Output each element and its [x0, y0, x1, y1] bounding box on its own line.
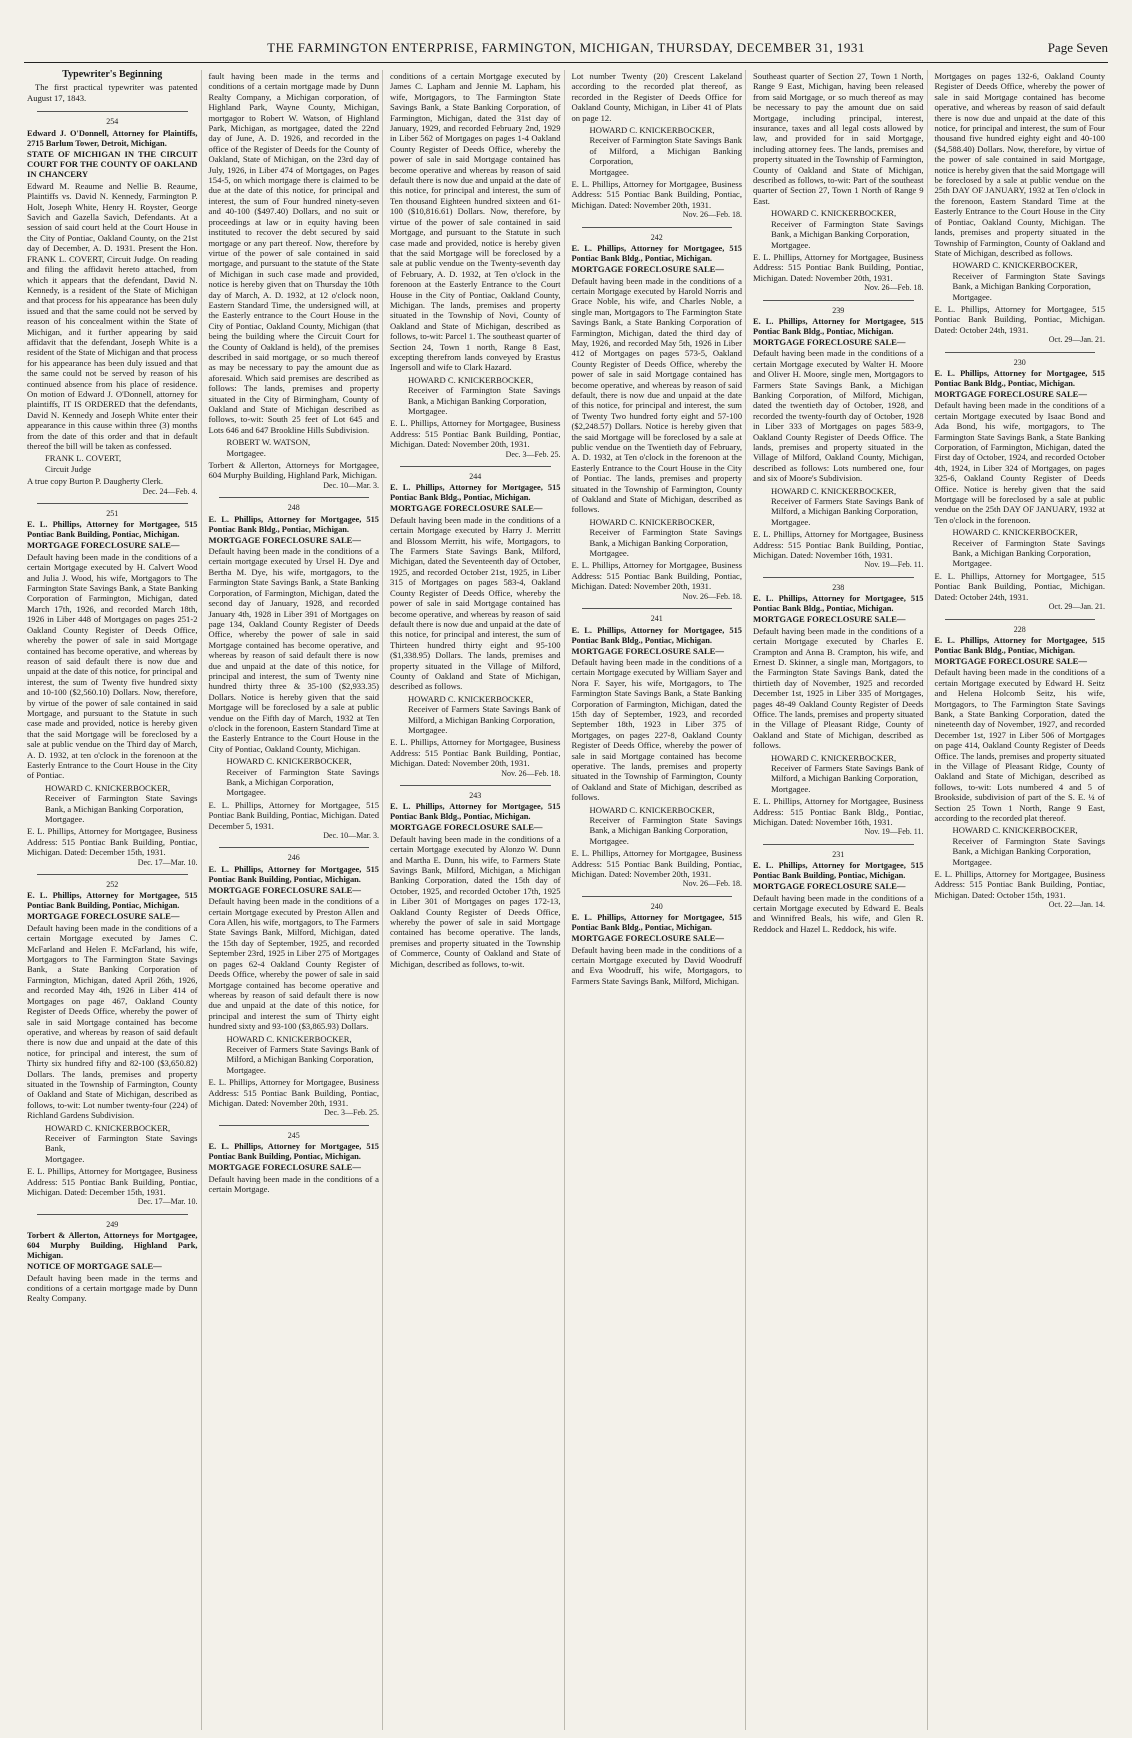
notice-body: Default having been made in the conditions of a certain Mortgage executed by Charles E. Crampton and Anna B. Crampton, his wife, and Ernest D. Skinner, a single man, Mortgagors, to the Farmington State Savings Bank, dated the thirtieth day of November, 1925 and recorded December 1st, 1925 in Liber 335 of Mortgages, pages 48-49 Oakland County Register of Deeds Office. The lands, premises and property situated in the Village of Pleasant Ridge, County of Oakland and State of Michigan, described as follows.: [753, 625, 924, 751]
legal-notice: [572, 233, 743, 602]
publication-dates: Nov. 19—Feb. 11.: [864, 827, 924, 837]
notice-signature: [27, 783, 198, 825]
notice-signature: [390, 375, 561, 417]
notice-body: Default having been made in the terms and conditions of a certain mortgage made by Dunn Realty Company.: [27, 1272, 198, 1304]
notice-signature: [753, 208, 924, 250]
legal-notice: [753, 306, 924, 571]
notice-attorney-header: E. L. Phillips, Attorney for Mortgagee, 515 Pontiac Bank Building, Pontiac, Michigan.: [208, 1142, 379, 1162]
signature-line: HOWARD C. KNICKERBOCKER,: [952, 260, 1078, 271]
signature-line: HOWARD C. KNICKERBOCKER,: [771, 485, 897, 496]
publication-dates: Oct. 29—Jan. 21.: [1048, 335, 1105, 345]
signature-line: HOWARD C. KNICKERBOCKER,: [589, 125, 715, 136]
legal-notice: [753, 71, 924, 294]
notice-divider: [400, 785, 551, 786]
notice-title: MORTGAGE FORECLOSURE SALE—: [753, 614, 906, 625]
publication-dates: Nov. 26—Feb. 18.: [501, 768, 561, 778]
notice-dated: E. L. Phillips, Attorney for Mortgagee, Business Address: 515 Pontiac Bank Building, Pontiac, Michigan. Dated: December 15th, 1931.: [27, 1166, 198, 1197]
notice-divider: [37, 1214, 188, 1215]
signature-line: HOWARD C. KNICKERBOCKER,: [589, 804, 715, 815]
legal-notice: [753, 850, 924, 934]
signature-line: Receiver of Farmers State Savings Bank of Milford, a Michigan Banking Corporation,: [226, 1043, 379, 1065]
notice-number: 252: [106, 880, 119, 890]
signature-line: Mortgagee.: [952, 856, 992, 867]
notice-number: 239: [832, 305, 845, 315]
publication-dates: Dec. 24—Feb. 4.: [142, 486, 198, 496]
publication-dates: Oct. 29—Jan. 21.: [1048, 602, 1105, 612]
notice-signature: [390, 694, 561, 736]
column-2: [206, 70, 384, 1730]
notice-columns: [24, 70, 1108, 1730]
notice-title: MORTGAGE FORECLOSURE SALE—: [27, 540, 180, 551]
signature-line: HOWARD C. KNICKERBOCKER,: [408, 693, 534, 704]
notice-title: MORTGAGE FORECLOSURE SALE—: [571, 264, 724, 275]
signature-line: FRANK L. COVERT,: [45, 453, 122, 464]
notice-title: MORTGAGE FORECLOSURE SALE—: [753, 336, 906, 347]
signature-line: Receiver of Farmington State Savings Bank, a Michigan Banking Corporation,: [45, 793, 198, 814]
legal-notice: [935, 358, 1106, 613]
notice-dated: E. L. Phillips, Attorney for Mortgagee, Business Address: 515 Pontiac Bank Building, Pontiac, Michigan. Dated: November 16th, 1931.: [753, 529, 924, 561]
signature-line: Mortgagee.: [226, 447, 266, 458]
notice-body: Default having been made in the conditions of a certain Mortgage executed by Isaac Bond and Ada Bond, his wife, mortgagors, to The Farmington State Savings Bank, a State Banking Corporation, of Farmington, Michigan, dated the First day of October, 1924, and recorded October 4th, 1924, in Liber 324 of Mortgages, on pages 325-6, Oakland County Register of Deeds Office. Notice is hereby given that the said Mortgage will be foreclosed by a sale at public vendue on the 25th DAY OF JANUARY, 1932 at Ten o'clock in the forenoon.: [934, 400, 1105, 525]
signature-line: Mortgagee.: [589, 166, 629, 177]
notice-divider: [37, 111, 188, 112]
legal-notice: [27, 1220, 198, 1304]
notice-divider: [763, 577, 914, 578]
notice-number: 246: [287, 853, 300, 863]
notice-body: Default having been made in the conditions of a certain Mortgage executed by H. Calvert Wood and Julia J. Wood, his wife, Mortgagors to The Farmington State Savings Bank, a State Banking Corporation of Farmington, Michigan, dated March 17th, 1926, and recorded March 18th, 1926 in Liber 448 of Mortgages on pages 251-2 Oakland County Register of Deeds Office, whereby the power of sale in said Mortgage contained has become operative, and whereas by reason of said default there is now due and unpaid at the date of this notice, for principal and interest, the sum of Twenty five hundred sixty and 10-100 ($2,560.10) Dollars. Now, therefore, by virtue of the power of sale contained in said Mortgage, and pursuant to the Statute in such case made and provided, notice is hereby given that the said Mortgage will be foreclosed by a sale at public vendue on the Third day of March, A. D. 1932, at ten o'clock in the forenoon at the Easterly Entrance to the Court House in the City of Pontiac.: [27, 551, 198, 781]
signature-line: Receiver of Farmington State Savings Bank, a Michigan Banking Corporation,: [771, 218, 924, 240]
notice-signature: [209, 1034, 380, 1076]
notice-dated: E. L. Phillips, Attorney for Mortgagee, 515 Pontiac Bank Building, Pontiac, Michigan. Dated December 5, 1931.: [208, 799, 379, 831]
notice-divider: [763, 844, 914, 845]
notice-divider: [219, 497, 370, 498]
filler-text: The first practical typewriter was patented August 17, 1843.: [27, 82, 198, 103]
notice-title: STATE OF MICHIGAN IN THE CIRCUIT COURT FOR THE COUNTY OF OAKLAND IN CHANCERY: [27, 148, 198, 180]
signature-line: Receiver of Farmington State Savings Bank, a Michigan Banking Corporation,: [952, 270, 1105, 292]
signature-line: Mortgagee.: [589, 835, 629, 846]
notice-number: 242: [650, 232, 663, 242]
notice-body: Default having been made in the conditions of a certain Mortgage executed by Harold Norris and Grace Noble, his wife, and Charles Noble, a single man, Mortgagors to The Farmington State Savings Bank, a State Banking Corporation of Farmington, Michigan, dated the third day of May, 1926, and recorded May 5th, 1926 in Liber 412 of Mortgages on pages 573-5, Oakland County Register of Deeds Office, whereby the power of sale in said Mortgage contained has become operative, and whereas by reason of said default, there is now due and unpaid at the date of this notice, for principal and interest, the sum of Twenty Two hundred forty eight and 57-100 ($2,248.57) Dollars. Notice is hereby given that the said Mortgage will be foreclosed by a sale at public vendue on the Twentieth day of February, A. D. 1932, at Ten o'clock in the forenoon at the Easterly Entrance to the Court House in the City of Pontiac. The lands, premises and property situated in the Township of Farmington, County of Oakland and State of Michigan, described as follows.: [571, 275, 742, 515]
notice-signature: [753, 753, 924, 795]
notice-title: MORTGAGE FORECLOSURE SALE—: [571, 933, 724, 944]
column-5: [750, 70, 928, 1730]
signature-line: Receiver of Farmington State Savings Bank,: [45, 1132, 198, 1154]
newspaper-title: THE FARMINGTON ENTERPRISE, FARMINGTON, MICHIGAN, THURSDAY, DECEMBER 31, 1931: [267, 40, 865, 55]
notice-dated: E. L. Phillips, Attorney for Mortgagee, Business Address: 515 Pontiac Bank Building, Pontiac, Michigan. Dated: December 15th, 1931.: [27, 826, 198, 858]
signature-line: Receiver of Farmington State Savings Bank, a Michigan Banking Corporation,: [952, 835, 1105, 857]
notice-body: Default having been made in the conditions of a certain Mortgage executed by Walter H. Moore and Oliver H. Moore, single men, Mortgagors to Farmers State Savings Bank, a Michigan Banking Corporation, of Milford, Michigan, dated the twentieth day of October, 1928, and recorded the twenty-fourth day of October, 1928 in Liber 333 of Mortgages on pages 583-9, Oakland County Register of Deeds Office. The lands, premises and property situated in the Village of Milford, Oakland County, Michigan, described as follows: Lots numbered one, four and six of Moore's Subdivision.: [753, 348, 924, 484]
notice-dated: E. L. Phillips, Attorney for Mortgagee, Business Address: 515 Pontiac Bank Building, Pontiac, Michigan. Dated: November 20th, 1931.: [571, 848, 742, 880]
notice-signature: [27, 1123, 198, 1165]
notice-signature: [27, 453, 198, 474]
notice-attorney-header: E. L. Phillips, Attorney for Mortgagee, 515 Pontiac Bank Building, Pontiac, Michigan.: [27, 520, 198, 540]
notice-dated: A true copy Burton P. Daugherty Clerk.: [27, 476, 164, 487]
signature-line: Receiver of Farmington State Savings Bank, a Michigan Banking Corporation,: [589, 815, 742, 836]
signature-line: HOWARD C. KNICKERBOCKER,: [45, 1122, 171, 1133]
signature-line: Mortgagee.: [589, 548, 629, 559]
notice-dated: E. L. Phillips, Attorney for Mortgagee, Business Address: 515 Pontiac Bank Building, Pontiac, Michigan. Dated: October 15th, 1931.: [934, 869, 1105, 900]
publication-dates: Nov. 19—Feb. 11.: [864, 560, 924, 570]
signature-line: Receiver of Farmers State Savings Bank of Milford, a Michigan Banking Corporation,: [408, 704, 561, 725]
notice-body: Default having been made in the conditions of a certain Mortgage executed by James C. McFarland and Helen F. McFarland, his wife, Mortgagors to The Farmington State Savings Bank, a State Banking Corporation of Farmington, Michigan, dated April 26th, 1926, and recorded May 4th, 1926 in Liber 414 of Mortgages on page 467, Oakland County Register of Deeds Office, whereby the power of sale in said Mortgage contained has become operative, and whereas by reason of said default there is now due and unpaid at the date of this notice, for principal and interest, the sum of Thirty six hundred fifty and 82-100 ($3,650.82) Dollars. The lands, premises and property situated in the Township of Farmington, County of Oakland and State of Michigan, described as follows, to-wit: Lot number twenty-four (224) of Richland Gardens Subdivision.: [27, 922, 198, 1121]
legal-notice: [935, 625, 1106, 911]
signature-line: Receiver of Farmington State Savings Bank, a Michigan Banking Corporation,: [952, 537, 1105, 559]
signature-line: Mortgagee.: [771, 239, 811, 250]
notice-dated: E. L. Phillips, Attorney for Mortgagee, Business Address: 515 Pontiac Bank Building, Pontiac, Michigan. Dated: November 20th, 1931.: [571, 560, 742, 592]
notice-number: 245: [287, 1130, 300, 1140]
notice-body: Default having been made in the conditions of a certain Mortgage executed by Edward H. Seitz and Helena Holcomb Seitz, his wife, Mortgagors, to The Farmington State Savings Bank, a State Banking Corporation, dated the nineteenth day of November, 1927, and recorded December 1st, 1927 in Liber 506 of Mortgages on page 414, Oakland County Register of Deeds Office. The lands, premises and property situated in the Village of Pleasant Ridge, County of Oakland and State of Michigan, described as follows, to-wit: Lots numbered 4 and 5 of Brookside, subdivision of part of the S. E. ¼ of Section 25 Town 1 North, Range 9 East, according to the recorded plat thereof.: [934, 667, 1105, 823]
publication-dates: Nov. 26—Feb. 18.: [682, 591, 742, 601]
publication-dates: Nov. 26—Feb. 18.: [864, 283, 924, 293]
notice-number: 248: [287, 503, 300, 513]
legal-notice: [390, 791, 561, 969]
notice-attorney-header: E. L. Phillips, Attorney for Mortgagee, 515 Pontiac Bank Building, Pontiac, Michigan.: [753, 861, 924, 881]
notice-body: Default having been made in the conditions of a certain Mortgage executed by Harry J. Merritt and Blossom Merritt, his wife, Mortgagors, to The Farmers State Savings Bank, Milford, Michigan, dated the Seventeenth day of October, 1925, and recorded October 21st, 1925, in Liber 315 of Mortgages on pages 583-4, Oakland County Register of Deeds Office, whereby the power of sale in said Mortgage contained has become operative, and whereas by reason of said default there is now due and unpaid at the date of this notice, for principal and interest, the sum of Thirteen hundred thirty eight and 95-100 ($1,338.95) Dollars. The lands, premises and property situated in the Village of Milford, County of Oakland and State of Michigan, described as follows.: [390, 514, 561, 692]
publication-dates: Nov. 26—Feb. 18.: [682, 879, 742, 889]
legal-notice: [935, 71, 1106, 346]
column-6: [932, 70, 1109, 1730]
signature-line: HOWARD C. KNICKERBOCKER,: [771, 208, 897, 219]
notice-number: 231: [832, 849, 845, 859]
masthead: [24, 36, 1108, 63]
notice-divider: [219, 1125, 370, 1126]
signature-line: HOWARD C. KNICKERBOCKER,: [226, 1033, 352, 1044]
page-number: Page Seven: [1047, 40, 1108, 55]
notice-dated: E. L. Phillips, Attorney for Mortgagee, Business Address: 515 Pontiac Bank Building, Pontiac, Michigan. Dated: November 20th, 1931.: [208, 1077, 379, 1108]
notice-title: MORTGAGE FORECLOSURE SALE—: [934, 388, 1087, 399]
signature-line: Receiver of Farmington State Savings Bank, a Michigan Banking Corporation,: [589, 527, 742, 548]
notice-body: Default having been made in the conditions of a certain Mortgage executed by William Sayer and Nora F. Sayer, his wife, Mortgagors, to The Farmington State Savings Bank, a State Banking Corporation of Farmington, Michigan, dated the 15th day of September, 1923, and recorded September 18th, 1923 in Liber 375 of Mortgages, on pages 227-8, Oakland County Register of Deeds Office, whereby the power of sale in said Mortgage contained has become operative. The lands, premises and property situated in the Township of Farmington, County of Oakland and State of Michigan, described as follows.: [571, 656, 742, 803]
signature-line: HOWARD C. KNICKERBOCKER,: [226, 756, 352, 767]
notice-divider: [945, 619, 1096, 620]
column-1: [24, 70, 202, 1730]
publication-dates: Dec. 10—Mar. 3.: [323, 831, 379, 841]
notice-title: MORTGAGE FORECLOSURE SALE—: [934, 655, 1087, 666]
notice-body: Mortgages on pages 132-6, Oakland County Register of Deeds Office, whereby the power of sale in said Mortgage contained has become operative, and whereas by reason of said default there is now due and unpaid at the date of this notice, for principal and interest, the sum of Four thousand five hundred eighty eight and 40-100 ($4,588.40) Dollars. Now, therefore, by virtue of the power of sale contained in said Mortgage, notice is hereby given that the said Mortgage will be foreclosed by a sale at public vendue on the 25th DAY OF JANUARY, 1932 at Ten o'clock in the forenoon, Eastern Standard Time at the Easterly Entrance to the Court House in the City of Pontiac, Oakland County, Michigan. The lands, premises and property situated in the Township of Farmington, County of Oakland and State of Michigan, described as follows.: [934, 71, 1105, 258]
legal-notice: [572, 614, 743, 890]
notice-dated: Torbert & Allerton, Attorneys for Mortgagee, 604 Murphy Building, Highland Park, Michigan.: [208, 460, 379, 481]
column-4: [569, 70, 747, 1730]
notice-title: MORTGAGE FORECLOSURE SALE—: [390, 503, 543, 514]
notice-body: Default having been made in the conditions of a certain Mortgage.: [208, 1173, 379, 1194]
filler-heading: Typewriter's Beginning: [62, 70, 163, 80]
signature-line: HOWARD C. KNICKERBOCKER,: [589, 516, 715, 527]
notice-number: 228: [1013, 624, 1026, 634]
publication-dates: Oct. 22—Jan. 14.: [1048, 900, 1105, 910]
publication-dates: Dec. 10—Mar. 3.: [323, 480, 379, 490]
signature-line: Mortgagee.: [226, 787, 266, 798]
notice-number: 240: [650, 901, 663, 911]
filler-item: [27, 70, 198, 103]
legal-notice: [27, 117, 198, 497]
notice-title: MORTGAGE FORECLOSURE SALE—: [208, 534, 361, 545]
notice-body: fault having been made in the terms and conditions of a certain mortgage made by Dunn Realty Company, a Michigan corporation, of Highland Park, Wayne County, Michigan, mortgagor to Robert W. Watson, of Highland Park, Michigan, as mortgagee, dated the 22nd day of June, A. D. 1926, and recorded in the office of the Register of Deeds for the County of Oakland, State of Michigan, on the 23rd day of July, 1926, in Liber 474 of Mortgages, on Pages 154-5, on which mortgage there is claimed to be due at the date of this notice, for principal and interest, the sum of Four hundred ninety-seven and 40-100 ($497.40) Dollars, and no suit or proceedings at law or in equity having been instituted to recover the debt secured by said mortgage or any part thereof. Now, therefore by virtue of the power of sale contained in said mortgage, and pursuant to the statute of the State of Michigan in such case made and provided, notice is hereby given that on Thursday the 10th day of March, A. D. 1932, at 12 o'clock noon, Eastern Standard Time, the undersigned will, at the Easterly entrance to the Court House in the City of Pontiac, Oakland County, Michigan (that being the building where the Circuit Court for the County of Oakland is held), of the premises described in said mortgage, or so much thereof as may be necessary to pay the amount due as aforesaid. Which said premises are described as follows: The lands, premises and property situated in the City of Birmingham, County of Oakland and State of Michigan described as follows, to-wit: South 25 feet of Lot 645 and Lots 646 and 647 Brookline Hills Subdivision.: [208, 71, 379, 435]
notice-signature: [753, 486, 924, 528]
notice-attorney-header: E. L. Phillips, Attorney for Mortgagee, 515 Pontiac Bank Bldg., Pontiac, Michigan.: [208, 514, 379, 534]
column-3: [387, 70, 565, 1730]
notice-body: Default having been made in the conditions of a certain Mortgage executed by David Woodruff and Eva Woodruff, his wife, Mortgagors, to Farmers State Savings Bank, Milford, Michigan.: [571, 944, 742, 986]
notice-title: MORTGAGE FORECLOSURE SALE—: [571, 645, 724, 656]
notice-title: MORTGAGE FORECLOSURE SALE—: [208, 884, 361, 895]
notice-body: Lot number Twenty (20) Crescent Lakeland according to the recorded plat thereof, as recorded in the Register of Deeds Office for Oakland County, Michigan, in Liber 41 of Plats on page 12.: [571, 71, 742, 123]
notice-number: 251: [106, 509, 119, 519]
signature-line: Receiver of Farmington State Savings Bank, a Michigan Corporation,: [226, 766, 379, 787]
signature-line: Receiver of Farmers State Savings Bank of Milford, a Michigan Banking Corporation,: [771, 762, 924, 784]
notice-number: 254: [106, 117, 119, 127]
notice-dated: E. L. Phillips, Attorney for Mortgagee, Business Address: 515 Pontiac Bank Building, Pontiac, Michigan. Dated: November 20th, 1931.: [390, 737, 561, 769]
notice-number: 249: [106, 1219, 119, 1229]
notice-body: Default having been made in the conditions of a certain Mortgage executed by Alonzo W. Dunn and Martha E. Dunn, his wife, to Farmers State Savings Bank, Milford, Michigan, a Michigan Banking Corporation, dated the 15th day of October, 1925, and recorded October 17th, 1925 in Liber 301 of Mortgages on pages 172-13, Oakland County Register of Deeds Office, whereby the power of sale in said Mortgage contained has become operative. The lands, premises and property situated in the Township of Commerce, County of Oakland and State of Michigan, described as follows, to-wit.: [390, 833, 561, 969]
notice-body: conditions of a certain Mortgage executed by James C. Lapham and Jennie M. Lapham, his wife, Mortgagors, to The Farmington State Savings Bank, a State Banking Corporation, of Farmington, Michigan, dated the 31st day of January, 1929, and recorded February 2nd, 1929 in Liber 562 of Mortgages on pages 1-4 Oakland County Register of Deeds Office, whereby the power of sale in said Mortgage contained has become operative and whereas by reason of said default there is now due and unpaid at the date of this notice, for principal and interest, the sum of Ten thousand Eighteen hundred sixteen and 61-100 ($10,816.61) Dollars. Now, therefore, by virtue of the power of sale contained in said Mortgage, and pursuant to the Statute in such case made and provided, notice is hereby given that the said Mortgage will be foreclosed by a sale at public vendue on the Twenty-seventh day of February, A. D. 1932, at Ten o'clock in the forenoon at the Easterly Entrance to the Court House in the City of Pontiac, Oakland County, Michigan. The lands, premises and property situated in the Township of Novi, County of Oakland and State of Michigan, described as follows, to-wit: Parcel 1. The southeast quarter of Section 24, Town 1 north, Range 8 East, excepting therefrom lands conveyed by Erastus Ingersoll and wife to Clark Hazard.: [390, 71, 561, 373]
notice-divider: [37, 874, 188, 875]
notice-attorney-header: E. L. Phillips, Attorney for Mortgagee, 515 Pontiac Bank Bldg., Pontiac, Michigan.: [571, 244, 742, 264]
notice-signature: [572, 805, 743, 847]
notice-number: 243: [469, 791, 482, 800]
notice-title: MORTGAGE FORECLOSURE SALE—: [208, 1162, 361, 1173]
notice-divider: [763, 300, 914, 301]
signature-line: Receiver of Farmington State Savings Bank, a Michigan Banking Corporation,: [408, 385, 561, 406]
signature-line: Receiver of Farmers State Savings Bank of Milford, a Michigan Banking Corporation,: [771, 496, 924, 517]
notice-dated: E. L. Phillips, Attorney for Mortgagee, Business Address: 515 Pontiac Bank Building, Pontiac, Michigan. Dated: November 20th, 1931.: [753, 251, 924, 283]
signature-line: Mortgagee.: [952, 291, 992, 302]
notice-signature: [572, 517, 743, 559]
notice-divider: [582, 608, 733, 609]
notice-attorney-header: E. L. Phillips, Attorney for Mortgagee, 515 Pontiac Bank Bldg., Pontiac, Michigan.: [753, 316, 924, 336]
notice-number: 244: [469, 472, 482, 482]
legal-notice: [753, 583, 924, 838]
notice-title: MORTGAGE FORECLOSURE SALE—: [753, 881, 906, 892]
notice-title: NOTICE OF MORTGAGE SALE—: [27, 1261, 162, 1272]
notice-body: Default having been made in the conditions of a certain Mortgage executed by Edward E. Beals and Winnifred Beals, his wife, and Glen R. Reddock and Hazel L. Reddock, his wife.: [753, 892, 924, 934]
signature-line: Mortgagee.: [771, 783, 811, 794]
legal-notice: [27, 880, 198, 1208]
notice-divider: [945, 352, 1096, 353]
publication-dates: Dec. 17—Mar. 10.: [137, 1197, 198, 1207]
signature-line: Mortgagee.: [952, 558, 992, 569]
notice-divider: [219, 847, 370, 848]
notice-divider: [582, 227, 733, 228]
notice-title: MORTGAGE FORECLOSURE SALE—: [27, 911, 180, 922]
notice-signature: [935, 527, 1106, 569]
publication-dates: Dec. 3—Feb. 25.: [324, 1108, 379, 1118]
signature-line: Mortgagee.: [408, 724, 448, 735]
notice-signature: [935, 825, 1106, 867]
notice-body: Edward M. Reaume and Nellie B. Reaume, Plaintiffs vs. David N. Kennedy, Farmington P. Holt, Joseph White, Henry H. Royster, George Savich and Gazella Savich, Defendants. At a session of said court held at the Court House in the City of Pontiac, Oakland County, on the 21st day of December, A. D. 1931. Present the Hon. FRANK L. COVERT, Circuit Judge. On reading and filing the affidavit hereto attached, from which it appears that the defendant, David N. Kennedy, is a resident of the State of Michigan and that process for his appearance has been duly issued and that the same could not be served by reason of his concealment within the State of Michigan, and it further appearing by said affidavit that the defendant, Joseph White is a resident of the State of Michigan and that process for his appearance has been duly issued and that the same could not be served by reason of his continued absence from his place of residence. On motion of Edward J. O'Donnell, attorney for plaintiffs, IT IS ORDERED that the defendants, David N. Kennedy and Joseph White enter their appearance in this cause within three (3) months from the date of this order and that in default thereof the bill will be taken as confessed.: [27, 180, 198, 451]
signature-line: Circuit Judge: [45, 463, 92, 474]
notice-attorney-header: Edward J. O'Donnell, Attorney for Plaintiffs, 2715 Barlum Tower, Detroit, Michigan.: [27, 128, 198, 148]
signature-line: HOWARD C. KNICKERBOCKER,: [408, 374, 534, 385]
signature-line: ROBERT W. WATSON,: [226, 437, 311, 448]
notice-signature: [209, 437, 380, 458]
notice-attorney-header: Torbert & Allerton, Attorneys for Mortgagee, 604 Murphy Building, Highland Park, Michigan.: [27, 1231, 198, 1261]
notice-attorney-header: E. L. Phillips, Attorney for Mortgagee, 515 Pontiac Bank Bldg., Pontiac, Michigan.: [390, 802, 561, 822]
notice-divider: [400, 466, 551, 467]
notice-attorney-header: E. L. Phillips, Attorney for Mortgagee, 515 Pontiac Bank Building, Pontiac, Michigan.: [208, 864, 379, 884]
notice-attorney-header: E. L. Phillips, Attorney for Mortgagee, 515 Pontiac Bank Bldg., Pontiac, Michigan.: [934, 635, 1105, 655]
notice-divider: [37, 503, 188, 504]
signature-line: HOWARD C. KNICKERBOCKER,: [952, 825, 1078, 836]
legal-notice: [27, 509, 198, 868]
notice-attorney-header: E. L. Phillips, Attorney for Mortgagee, 515 Pontiac Bank Bldg., Pontiac, Michigan.: [753, 594, 924, 614]
notice-attorney-header: E. L. Phillips, Attorney for Mortgagee, 515 Pontiac Bank Bldg., Pontiac, Michigan.: [390, 483, 561, 503]
publication-dates: Nov. 26—Feb. 18.: [682, 210, 742, 220]
signature-line: Mortgagee.: [45, 1153, 85, 1164]
legal-notice: [209, 503, 380, 841]
notice-divider: [582, 896, 733, 897]
legal-notice: [209, 1131, 380, 1195]
notice-number: 241: [650, 614, 663, 624]
notice-dated: E. L. Phillips, Attorney for Mortgagee, 515 Pontiac Bank Building, Pontiac, Michigan. Dated: October 24th, 1931.: [934, 303, 1105, 335]
notice-signature: [572, 125, 743, 177]
notice-attorney-header: E. L. Phillips, Attorney for Mortgagee, 515 Pontiac Bank Bldg., Pontiac, Michigan.: [571, 625, 742, 645]
notice-body: Default having been made in the conditions of a certain Mortgage executed by Preston Allen and Cora Allen, his wife, mortgagors, to The Farmers State Savings Bank, Milford, Michigan, dated the 15th day of September, 1925, and recorded September 23rd, 1925 in Liber 275 of Mortgages on pages 62-4 Oakland County Register of Deeds Office, whereby the power of sale in said Mortgage contained has become operative and whereas by reason of said default there is now due and unpaid at the date of this notice, for principal and interest the sum of Thirty eight hundred sixty and 93-100 ($3,865.93) Dollars.: [208, 896, 379, 1032]
notice-dated: E. L. Phillips, Attorney for Mortgagee, 515 Pontiac Bank Building, Pontiac, Michigan. Dated: October 24th, 1931.: [934, 570, 1105, 602]
notice-body: Default having been made in the conditions of a certain mortgage executed by Ursel H. Dye and Bertha M. Dye, his wife, mortgagors, to the Farmington State Savings Bank, a State Banking Corporation, of Farmington, Michigan, dated the second day of January, 1928, and recorded January 4th, 1928 in Liber 391 of Mortgages on page 134, Oakland County Register of Deeds Office, whereby the power of sale in said Mortgage contained has become operative, and whereas by reason of said default there is now due and unpaid at the date of this notice, for principal and interest, the sum of Twenty nine hundred thirty three & 35-100 ($2,933.35) Dollars. Notice is hereby given that the said Mortgage will be foreclosed by a sale at public vendue on the Fifth day of March, 1932 at Ten o'clock in the forenoon, Eastern Standard Time at the Easterly Entrance to the Court House in the City of Pontiac, Oakland County, Michigan.: [208, 546, 379, 754]
signature-line: Receiver of Farmington State Savings Bank of Milford, a Michigan Banking Corporation,: [589, 135, 742, 167]
publication-dates: Dec. 17—Mar. 10.: [137, 857, 198, 867]
publication-dates: Dec. 3—Feb. 25.: [505, 449, 561, 459]
signature-line: HOWARD C. KNICKERBOCKER,: [771, 752, 897, 763]
notice-number: 230: [1013, 357, 1026, 367]
signature-line: Mortgagee.: [771, 516, 811, 527]
legal-notice: [572, 902, 743, 986]
legal-notice: [209, 853, 380, 1118]
notice-attorney-header: E. L. Phillips, Attorney for Mortgagee, 515 Pontiac Bank Building, Pontiac, Michigan.: [27, 891, 198, 911]
notice-dated: E. L. Phillips, Attorney for Mortgagee, Business Address: 515 Pontiac Bank Building, Pontiac, Michigan. Dated: November 20th, 1931.: [390, 418, 561, 450]
signature-line: HOWARD C. KNICKERBOCKER,: [952, 527, 1078, 538]
signature-line: Mortgagee.: [408, 406, 448, 416]
legal-notice: [390, 472, 561, 779]
signature-line: Mortgagee.: [226, 1064, 266, 1075]
legal-notice: [209, 71, 380, 491]
legal-notice: [390, 71, 561, 460]
notice-signature: [209, 756, 380, 798]
notice-attorney-header: E. L. Phillips, Attorney for Mortgagee, 515 Pontiac Bank Bldg., Pontiac, Michigan.: [934, 368, 1105, 388]
notice-signature: [935, 260, 1106, 302]
notice-body: Southeast quarter of Section 27, Town 1 North, Range 9 East, Michigan, having been released from said Mortgage, or so much thereof as may be necessary to pay the amount due on said Mortgage, including principal, interest, insurance, taxes and all legal costs allowed by law, and provided for in said Mortgage, including attorney fees. The lands, premises and property situated in the Township of Farmington, County of Oakland and State of Michigan, described as follows, to-wit: Part of the southeast quarter of Section 27, Town 1 North of Range 9 East.: [753, 71, 924, 206]
notice-dated: E. L. Phillips, Attorney for Mortgagee, Business Address: 515 Pontiac Bank Bldg., Pontiac, Michigan. Dated: November 16th, 1931.: [753, 796, 924, 827]
notice-title: MORTGAGE FORECLOSURE SALE—: [390, 822, 543, 833]
signature-line: Mortgagee.: [45, 814, 85, 824]
notice-attorney-header: E. L. Phillips, Attorney for Mortgagee, 515 Pontiac Bank Bldg., Pontiac, Michigan.: [571, 913, 742, 933]
notice-number: 238: [832, 582, 845, 592]
notice-dated: E. L. Phillips, Attorney for Mortgagee, Business Address: 515 Pontiac Bank Building, Pontiac, Michigan. Dated: November 20th, 1931.: [571, 179, 742, 210]
signature-line: HOWARD C. KNICKERBOCKER,: [45, 782, 171, 793]
legal-notice: [572, 71, 743, 221]
